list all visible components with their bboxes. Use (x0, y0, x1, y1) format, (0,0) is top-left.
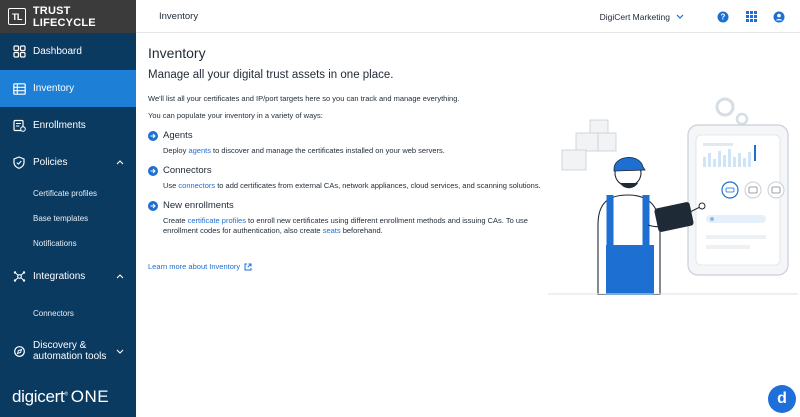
sidebar-subitem-connectors[interactable]: Connectors (33, 309, 74, 318)
organization-select[interactable] (600, 12, 684, 22)
page-subtitle: Manage all your digital trust assets in one place. (148, 69, 394, 81)
way-title: New enrollments (163, 200, 234, 211)
sidebar-item-discovery[interactable] (0, 330, 136, 372)
sidebar-item-dashboard[interactable] (0, 33, 136, 70)
learn-more-label: Learn more about Inventory (148, 262, 241, 271)
help-icon[interactable] (716, 10, 730, 24)
sidebar-footer (0, 377, 136, 417)
shield-icon (12, 156, 26, 170)
logo-suffix: ONE (70, 387, 110, 406)
sidebar-item-label: Inventory (33, 83, 75, 94)
certificate-profiles-link[interactable]: certificate profiles (187, 216, 246, 225)
brand-badge: TL (8, 8, 26, 25)
user-account-icon[interactable] (772, 10, 786, 24)
inventory-illustration (548, 95, 798, 295)
way-new-enrollments (148, 200, 563, 236)
topbar-actions (600, 0, 786, 33)
arrow-right-icon (148, 166, 158, 176)
sidebar-nav (0, 33, 136, 372)
integrations-icon (12, 270, 26, 284)
dashboard-icon (12, 45, 26, 59)
intro-text: We'll list all your certificates and IP/port targets here so you can track and manage everything. (148, 94, 460, 103)
sidebar-item-label: automation tools (33, 351, 107, 362)
desc-text: Use (163, 181, 179, 190)
way-description (163, 181, 563, 191)
desc-text: to discover and manage the certificates installed on your web servers. (210, 146, 445, 155)
way-title: Agents (163, 130, 193, 141)
sidebar-item-label: Enrollments (33, 120, 86, 131)
desc-text: beforehand. (340, 226, 383, 235)
sidebar-subitem-base-templates[interactable]: Base templates (33, 214, 89, 223)
arrow-right-icon (148, 131, 158, 141)
discovery-icon (12, 344, 26, 358)
arrow-right-icon (148, 201, 158, 211)
sidebar-subitem-notifications[interactable]: Notifications (33, 239, 77, 248)
intro-text-ways: You can populate your inventory in a variety of ways: (148, 111, 323, 120)
sidebar-item-label: Discovery & (33, 340, 87, 351)
logo-main: digicert (12, 387, 65, 406)
sidebar-item-label: Dashboard (33, 46, 82, 57)
help-chat-bubble[interactable] (768, 385, 796, 413)
chevron-down-icon (116, 346, 124, 357)
way-title: Connectors (163, 165, 212, 176)
chevron-up-icon (116, 271, 124, 282)
sidebar-item-label: Policies (33, 157, 68, 168)
app-grid-icon[interactable] (744, 10, 758, 24)
desc-text: Deploy (163, 146, 189, 155)
way-description (163, 216, 563, 236)
desc-text: to enroll new certificates using different enrollment methods and issuing CAs. To use enrollment codes for authentication, also create (163, 216, 528, 235)
brand-bar[interactable] (0, 0, 136, 33)
page-title: Inventory (148, 45, 206, 61)
inventory-icon (12, 82, 26, 96)
connectors-link[interactable]: connectors (178, 181, 216, 190)
external-link-icon (244, 263, 252, 271)
sidebar-item-enrollments[interactable] (0, 107, 136, 144)
way-agents (148, 130, 563, 156)
way-description (163, 146, 563, 156)
sidebar-item-label-wrap (33, 340, 106, 362)
sidebar-item-label: Integrations (33, 271, 86, 282)
digicert-one-logo[interactable]: digicert® ONE (12, 387, 110, 406)
sidebar (0, 0, 136, 417)
learn-more-link[interactable] (148, 262, 252, 271)
chevron-up-icon (116, 157, 124, 168)
help-bubble-letter: d (777, 390, 787, 407)
desc-text: Create (163, 216, 188, 225)
breadcrumb-title: Inventory (159, 10, 199, 22)
chevron-down-icon (676, 14, 684, 19)
desc-text: to add certificates from external CAs, network appliances, cloud services, and scanning solutions. (215, 181, 541, 190)
sidebar-item-integrations[interactable] (0, 258, 136, 295)
main-content (136, 33, 800, 417)
seats-link[interactable]: seats (322, 226, 341, 235)
enrollments-icon (12, 119, 26, 133)
sidebar-item-policies[interactable] (0, 144, 136, 181)
way-connectors (148, 165, 563, 191)
svg-text:?: ? (720, 12, 726, 22)
top-bar (136, 0, 800, 33)
brand-title: TRUST LIFECYCLE (32, 4, 96, 29)
sidebar-item-inventory[interactable] (0, 70, 136, 107)
organization-name: DigiCert Marketing (599, 11, 670, 22)
agents-link[interactable]: agents (188, 146, 211, 155)
sidebar-subitem-certificate-profiles[interactable]: Certificate profiles (33, 189, 98, 198)
